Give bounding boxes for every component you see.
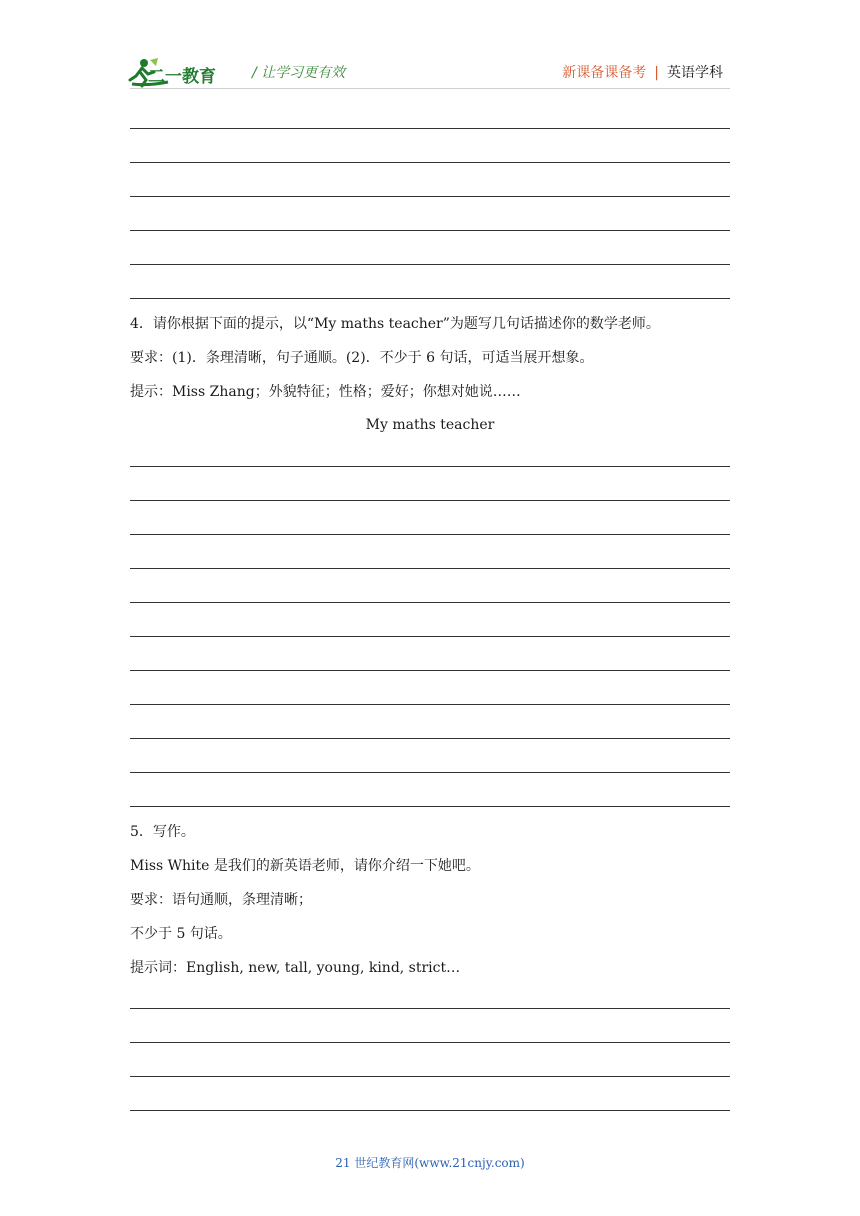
answer-line bbox=[130, 704, 730, 705]
answer-line bbox=[130, 568, 730, 569]
q4-requirement: 要求：(1)．条理清晰，句子通顺。(2)．不少于 6 句话，可适当展开想象。 bbox=[130, 350, 594, 366]
answer-line bbox=[130, 162, 730, 163]
answer-line bbox=[130, 806, 730, 807]
answer-line bbox=[130, 1076, 730, 1077]
q5-intro: Miss White 是我们的新英语老师，请你介绍一下她吧。 bbox=[130, 858, 480, 874]
answer-line bbox=[130, 772, 730, 773]
answer-line bbox=[130, 466, 730, 467]
q4-hint: 提示：Miss Zhang；外貌特征；性格；爱好；你想对她说…… bbox=[130, 384, 521, 400]
answer-line bbox=[130, 298, 730, 299]
q4-prompt: 4．请你根据下面的提示，以“My maths teacher”为题写几句话描述你的数学老师。 bbox=[130, 316, 660, 332]
answer-line bbox=[130, 1110, 730, 1111]
q4-essay-title: My maths teacher bbox=[365, 417, 495, 433]
header-subject: 英语学科 bbox=[667, 65, 723, 81]
answer-line bbox=[130, 264, 730, 265]
answer-line bbox=[130, 1042, 730, 1043]
q5-requirement: 要求：语句通顺，条理清晰； bbox=[130, 892, 312, 908]
answer-line bbox=[130, 196, 730, 197]
answer-line bbox=[130, 636, 730, 637]
q5-hint: 提示词：English, new, tall, young, kind, strict… bbox=[130, 960, 461, 976]
q5-prompt: 5．写作。 bbox=[130, 824, 195, 840]
answer-line bbox=[130, 670, 730, 671]
header-tagline: 新课备课备考 bbox=[562, 65, 647, 81]
answer-line bbox=[130, 1008, 730, 1009]
answer-line bbox=[130, 602, 730, 603]
header-slogan: / 让学习更有效 bbox=[252, 65, 346, 81]
q5-minimum: 不少于 5 句话。 bbox=[130, 926, 232, 942]
logo-text: 二一教育 bbox=[148, 67, 216, 87]
page-footer: 21 世纪教育网(www.21cnjy.com) bbox=[335, 1156, 525, 1170]
answer-line bbox=[130, 230, 730, 231]
page-header bbox=[0, 0, 860, 100]
answer-line bbox=[130, 500, 730, 501]
header-right bbox=[562, 62, 723, 82]
answer-line bbox=[130, 128, 730, 129]
answer-line bbox=[130, 738, 730, 739]
header-separator: | bbox=[654, 65, 659, 81]
answer-line bbox=[130, 534, 730, 535]
header-divider bbox=[130, 88, 730, 89]
